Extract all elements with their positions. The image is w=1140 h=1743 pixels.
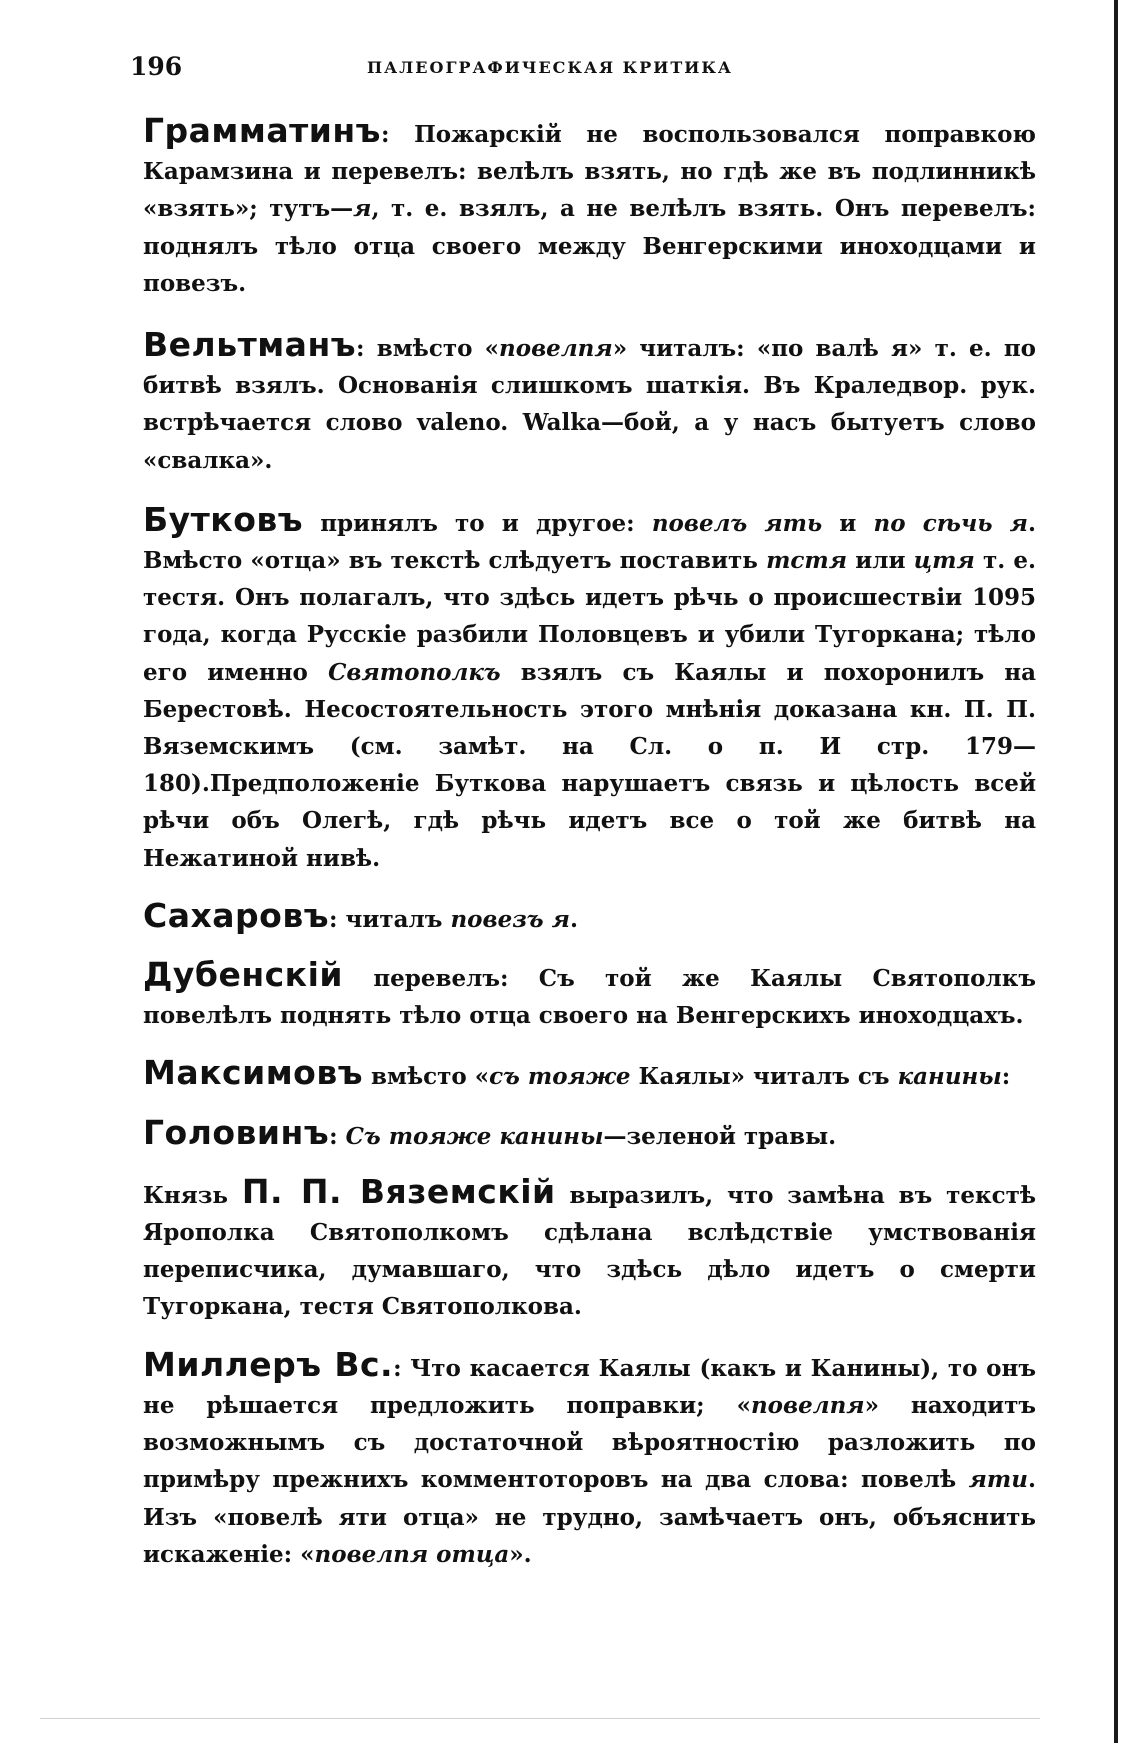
quoted-reading: яти: [968, 1466, 1028, 1494]
paragraph-miller: [143, 1346, 1036, 1573]
quoted-reading: повелъ ять: [651, 509, 823, 537]
paragraph-text: » читалъ: «по валѣ я» т. е. по битвѣ взялъ. Основанія слишкомъ шаткія. Въ Краледвор. рук. встрѣчается слово valeno. Walka—бой, а у насъ бытуетъ слово «свалка».: [143, 335, 1037, 474]
paragraph-maksimov: [143, 1054, 1036, 1095]
quoted-reading: Святополкъ: [328, 658, 501, 686]
paragraph-vyazemsky: [143, 1173, 1036, 1326]
paragraph-text: принялъ то и другое:: [303, 509, 652, 537]
paragraph-text: . Вмѣсто «отца» въ текстѣ слѣдуетъ поставить: [143, 509, 1036, 575]
page-edge-line: [1114, 0, 1118, 1743]
quoted-reading: по сѣчь я: [873, 509, 1028, 537]
paragraph-text: , т. е. взялъ, а не велѣлъ взять. Онъ перевелъ: поднялъ тѣло отца своего между Венгерскими иноходцами и повезъ.: [143, 195, 1036, 297]
page-bottom-rule: [40, 1718, 1040, 1719]
paragraph-sakharov: [143, 897, 1036, 938]
paragraph-text: вмѣсто «: [363, 1063, 490, 1091]
paragraph-text: .: [569, 905, 578, 933]
quoted-reading: я: [353, 195, 372, 223]
quoted-reading: повелпя отца: [314, 1540, 510, 1568]
quoted-reading: съ тояже: [489, 1063, 631, 1091]
paragraph-text: :: [329, 1122, 346, 1150]
quoted-reading: повелпя: [750, 1391, 865, 1419]
author-name: Грамматинъ: [143, 111, 381, 150]
author-name: Сахаровъ: [143, 895, 330, 935]
paragraph-text: и: [822, 509, 874, 537]
paragraph-dubensky: [143, 956, 1036, 1034]
quoted-reading: повезъ я: [450, 905, 570, 933]
paragraph-text: выразилъ, что замѣна въ текстѣ Ярополка Святополкомъ сдѣлана вслѣдствіе умствованія переписчика, думавшаго, что здѣсь дѣло идетъ о смерти Тугоркана, тестя Святополкова.: [143, 1181, 1036, 1321]
quoted-reading: Съ тояже канины: [345, 1122, 604, 1150]
paragraph-text: » находитъ возможнымъ съ достаточной вѣроятностію разложить по примѣру прежнихъ комментоторовъ на два слова: повелѣ: [143, 1391, 1036, 1494]
running-title: ПАЛЕОГРАФИЧЕСКАЯ КРИТИКА: [367, 58, 733, 77]
author-name: Бутковъ: [143, 499, 304, 539]
paragraph-text: перевелъ: Съ той же Каялы Святополкъ повелѣлъ поднять тѣло отца своего на Венгерскихъ иноходцахъ.: [143, 965, 1036, 1030]
paragraph-butkov: [143, 501, 1036, 877]
paragraph-text: т. е. тестя. Онъ полагалъ, что здѣсь идетъ рѣчь о происшествіи 1095 года, когда Русскіе разбили Половцевъ и убили Тугоркана; тѣло его именно: [143, 547, 1036, 686]
paragraph-text: :: [1001, 1063, 1011, 1091]
paragraph-veltman: [143, 326, 1036, 479]
author-name: Миллеръ Вс.: [143, 1344, 394, 1384]
author-name: Головинъ: [143, 1112, 330, 1152]
quoted-reading: канины: [897, 1063, 1002, 1091]
author-name: Максимовъ: [143, 1053, 364, 1093]
quoted-reading: цтя: [913, 547, 975, 575]
paragraph-text: или: [847, 547, 914, 575]
page-body: [143, 112, 1036, 1573]
paragraph-grammatin: [143, 112, 1036, 302]
quoted-reading: повелпя: [499, 335, 613, 363]
author-name: П. П. Вяземскій: [241, 1171, 556, 1211]
paragraph-text: : вмѣсто «: [356, 335, 500, 363]
paragraph-text: . Изъ «повелѣ яти отца» не трудно, замѣчаетъ онъ, объяснить искаженіе: «: [143, 1466, 1036, 1568]
paragraph-text: ».: [509, 1540, 532, 1568]
paragraph-text: : читалъ: [329, 905, 451, 933]
paragraph-text: : Пожарскій не воспользовался поправкою Карамзина и перевелъ: велѣлъ взять, но гдѣ же въ подлинникѣ «взять»; тутъ—: [143, 121, 1036, 223]
paragraph-text: Каялы» читалъ съ: [630, 1063, 898, 1091]
paragraph-golovin: [143, 1114, 1036, 1155]
paragraph-text: взялъ съ Каялы и похоронилъ на Берестовѣ. Несостоятельность этого мнѣнія доказана кн. П. П. Вяземскимъ (см. замѣт. на Сл. о п. И стр. 179—180).Предположеніе Буткова нарушаетъ связь и цѣлость всей рѣчи объ Олегѣ, гдѣ рѣчь идетъ все о той же битвѣ на Нежатиной нивѣ.: [143, 658, 1037, 872]
author-name: Вельтманъ: [143, 325, 357, 365]
quoted-reading: тстя: [766, 547, 848, 575]
paragraph-text: : Что касается Каялы (какъ и Канины), то онъ не рѣшается предложить поправки; «: [143, 1354, 1037, 1419]
paragraph-text: —зеленой травы.: [603, 1122, 837, 1150]
author-name: Дубенскій: [143, 955, 344, 995]
page-number: 196: [130, 52, 183, 81]
paragraph-text: Князь: [143, 1181, 242, 1209]
